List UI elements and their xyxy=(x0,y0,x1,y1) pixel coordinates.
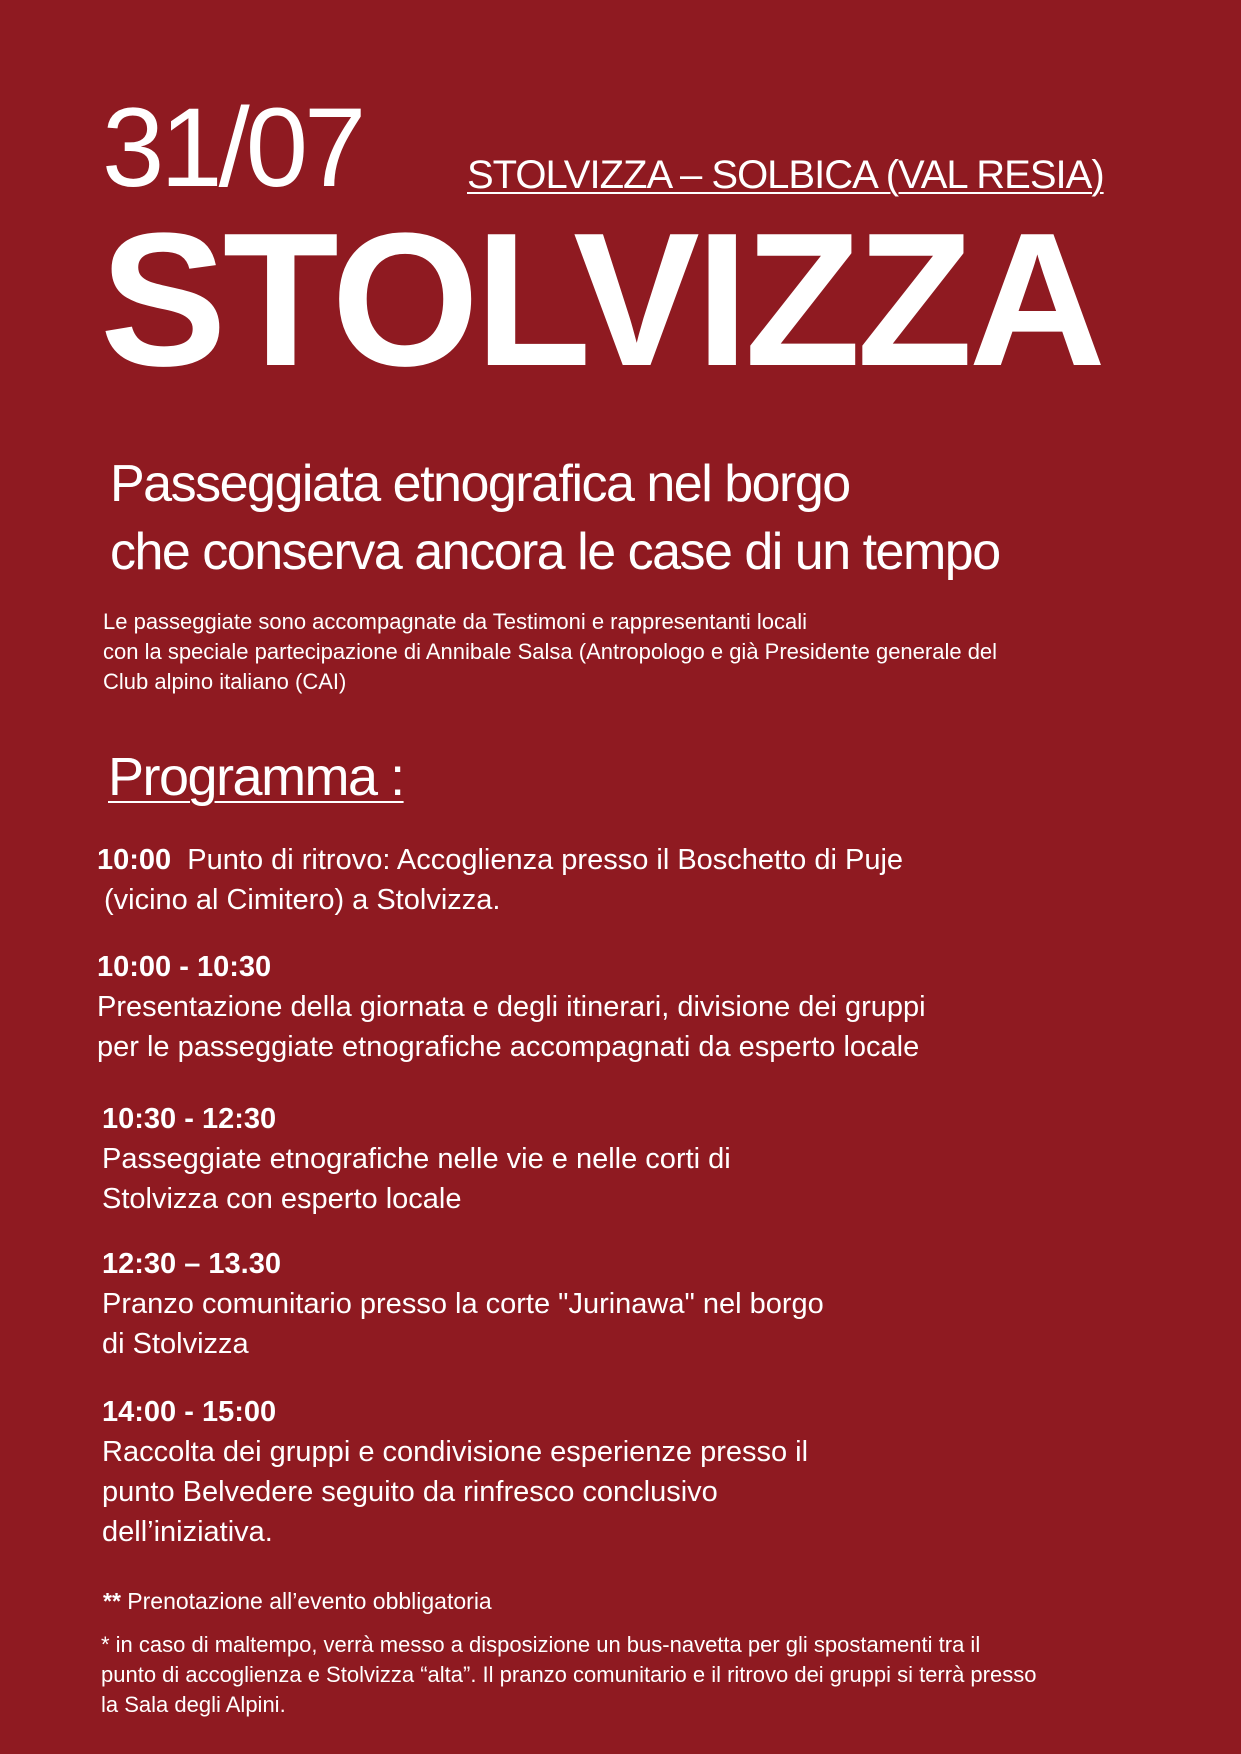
schedule-item xyxy=(97,947,926,1067)
schedule-time: 14:00 - 15:00 xyxy=(102,1396,277,1428)
schedule-item xyxy=(97,840,903,920)
weather-note xyxy=(101,1630,1036,1720)
schedule-line: dell’iniziativa. xyxy=(102,1516,273,1548)
programma-heading: Programma : xyxy=(108,747,404,807)
page-title: STOLVIZZA xyxy=(100,194,1102,406)
booking-note xyxy=(103,1585,492,1617)
subtitle-line: che conserva ancora le case di un tempo xyxy=(110,523,1000,581)
schedule-line: per le passeggiate etnografiche accompagnati da esperto locale xyxy=(97,1031,920,1063)
intro-line: Le passeggiate sono accompagnate da Testimoni e rappresentanti locali xyxy=(103,609,808,634)
schedule-item xyxy=(102,1244,824,1364)
schedule-line: Presentazione della giornata e degli itinerari, divisione dei gruppi xyxy=(97,991,926,1023)
schedule-time: 10:00 - 10:30 xyxy=(97,951,272,983)
schedule-line: Stolvizza con esperto locale xyxy=(102,1183,462,1215)
intro-text xyxy=(103,607,997,697)
intro-line: Club alpino italiano (CAI) xyxy=(103,669,347,694)
booking-text: Prenotazione all’evento obbligatoria xyxy=(127,1588,492,1614)
weather-line: la Sala degli Alpini. xyxy=(101,1692,286,1717)
schedule-text: Punto di ritrovo: Accoglienza presso il Boschetto di Puje xyxy=(187,844,904,876)
schedule-time: 12:30 – 13.30 xyxy=(102,1248,281,1280)
weather-line: * in caso di maltempo, verrà messo a disposizione un bus-navetta per gli spostamenti tra il xyxy=(101,1632,981,1657)
schedule-line: punto Belvedere seguito da rinfresco conclusivo xyxy=(102,1476,718,1508)
schedule-time: 10:00 xyxy=(97,844,172,876)
schedule-line: Passeggiate etnografiche nelle vie e nelle corti di xyxy=(102,1143,731,1175)
intro-line: con la speciale partecipazione di Annibale Salsa (Antropologo e già Presidente generale del xyxy=(103,639,998,664)
weather-line: punto di accoglienza e Stolvizza “alta”. Il pranzo comunitario e il ritrovo dei gruppi si terrà presso xyxy=(101,1662,1037,1687)
schedule-line: Raccolta dei gruppi e condivisione esperienze presso il xyxy=(102,1436,809,1468)
schedule-line: Pranzo comunitario presso la corte "Jurinawa" nel borgo xyxy=(102,1288,824,1320)
schedule-item xyxy=(102,1099,731,1219)
route-location: STOLVIZZA – SOLBICA (VAL RESIA) xyxy=(467,153,1104,197)
schedule-line: (vicino al Cimitero) a Stolvizza. xyxy=(104,884,501,916)
schedule-line: di Stolvizza xyxy=(102,1328,249,1360)
schedule-time: 10:30 - 12:30 xyxy=(102,1103,277,1135)
booking-stars: ** xyxy=(103,1588,121,1614)
subtitle xyxy=(110,450,1000,586)
schedule-line xyxy=(97,840,903,880)
event-date: 31/07 xyxy=(102,85,363,210)
schedule-item xyxy=(102,1392,808,1552)
subtitle-line: Passeggiata etnografica nel borgo xyxy=(110,455,850,513)
